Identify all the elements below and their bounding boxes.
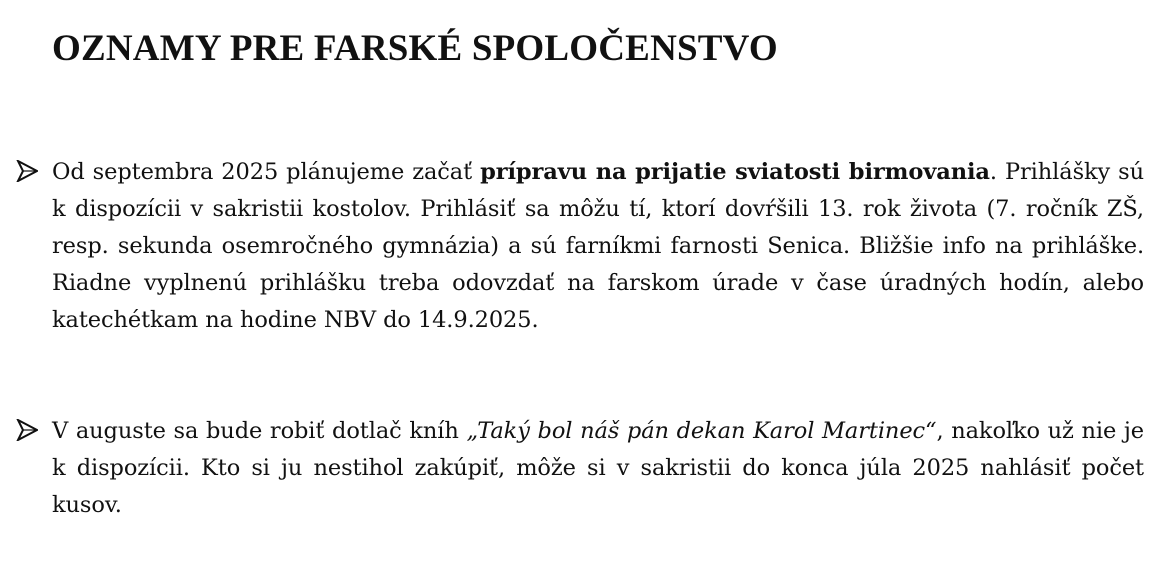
announcement-text-end: . Prihlášky sú k dispozícii v sakristii kostolov. Prihlásiť sa môžu tí, ktorí dovŕšili 13. rok života (7. ročník ZŠ, resp. sekunda osemročného gymnázia) a sú farníkmi farnosti Senica. Bližšie info na prihláške. Riadne vyplnenú prihlášku treba odovzdať na farskom úrade v čase úradných hodín, alebo katechétkam na hodine NBV do 14.9.2025. (52, 159, 1145, 333)
book-title: „Taký bol náš pán dekan Karol Martinec“ (466, 418, 937, 444)
announcement-text-end: , nakoľko už nie je k dispozícii. Kto si ju nestihol zakúpiť, môže si v sakristii do konca júla 2025 nahlásiť počet kusov. (52, 418, 1144, 518)
arrowhead-bullet-icon (16, 160, 38, 182)
announcement-emphasis: prípravu na prijatie sviatosti birmovania (480, 159, 990, 185)
announcement-item (16, 413, 1144, 524)
arrowhead-bullet-icon (16, 419, 38, 441)
page-title: OZNAMY PRE FARSKÉ SPOLOČENSTVO (52, 28, 778, 69)
announcement-text (52, 413, 1144, 524)
announcement-item (16, 154, 1144, 339)
announcement-text (52, 154, 1144, 339)
announcement-text-start: Od septembra 2025 plánujeme začať (52, 159, 481, 185)
announcement-text-start: V auguste sa bude robiť dotlač kníh (52, 418, 467, 444)
